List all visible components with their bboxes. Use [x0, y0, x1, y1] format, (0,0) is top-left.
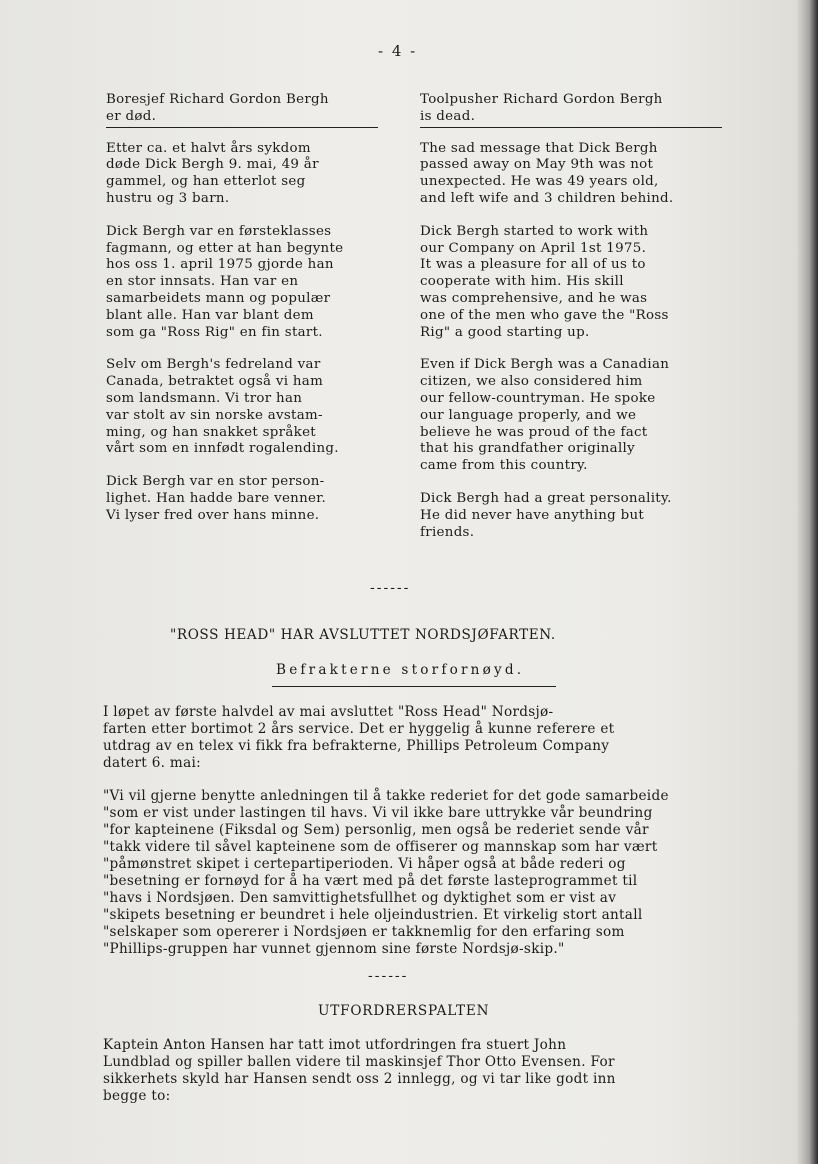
section-separator: ------ [370, 580, 411, 596]
ross-head-title: "ROSS HEAD" HAR AVSLUTTET NORDSJØFARTEN. [170, 627, 556, 643]
utfordrer-text: Kaptein Anton Hansen har tatt imot utfordringen fra stuert John Lundblad og spiller ballen videre til maskinsjef Thor Otto Evensen. For sikkerhets skyld har Hansen sendt oss 2 innlegg, og vi tar like godt inn begge to: [103, 1037, 616, 1104]
left-paragraph: Etter ca. et halvt års sykdom døde Dick Bergh 9. mai, 49 år gammel, og han etterlot seg hustru og 3 barn. [106, 140, 319, 206]
left-column-heading: Boresjef Richard Gordon Bergh er død. [106, 92, 329, 124]
page-number: - 4 - [378, 42, 418, 60]
ross-head-subtitle: Befrakterne storfornøyd. [276, 662, 525, 678]
left-paragraph: Dick Bergh var en stor person- lighet. Han hadde bare venner. Vi lyser fred over hans minne. [106, 474, 327, 523]
left-paragraph: Selv om Bergh's fedreland var Canada, betraktet også vi ham som landsmann. Vi tror han var stolt av sin norske avstam- ming, og han snakket språket vårt som en innfødt rogalending. [106, 357, 339, 457]
subtitle-underline [272, 686, 556, 687]
utfordrer-title: UTFORDRERSPALTEN [318, 1003, 490, 1019]
left-paragraph: Dick Bergh var en førsteklasses fagmann, og etter at han begynte hos oss 1. april 1975 gjorde han en stor innsats. Han var en samarbeidets mann og populær blant alle. Han var blant dem som ga "Ross Rig" en fin start. [106, 223, 344, 340]
left-column [106, 92, 386, 541]
right-paragraph: Dick Bergh started to work with our Company on April 1st 1975. It was a pleasure for all of us to cooperate with him. His skill was comprehensive, and he was one of the men who gave the "Ross Rig" a good starting up. [420, 223, 669, 340]
telex-quote: "Vi vil gjerne benytte anledningen til å takke rederiet for det gode samarbeide "som er vist under lastingen til havs. Vi vil ikke bare uttrykke vår beundring "for kapteinene (Fiksdal og Sem) personlig, men også be rederiet sende vår "takk videre til såvel kapteinene som de offiserer og mannskap som har vært "påmønstret skipet i certepartiperioden. Vi håper også at både rederi og "besetning er fornøyd for å ha vært med på det første lasteprogrammet til "havs i Nordsjøen. Den samvittighetsfullhet og dyktighet som er vist av "skipets besetning er beundret i hele oljeindustrien. Et virkelig stort antall "selskaper som opererer i Nordsjøen er takknemlig for den erfaring som "Phillips-gruppen har vunnet gjennom sine første Nordsjø-skip." [103, 788, 669, 957]
right-paragraph: Dick Bergh had a great personality. He did never have anything but friends. [420, 490, 672, 540]
right-column-heading: Toolpusher Richard Gordon Bergh is dead. [420, 92, 663, 124]
right-column [420, 92, 730, 557]
ross-head-intro: I løpet av første halvdel av mai avsluttet "Ross Head" Nordsjø- farten etter bortimot 2 års service. Det er hyggelig å kunne referere et utdrag av en telex vi fikk fra befrakterne, Phillips Petroleum Company datert 6. mai: [103, 704, 615, 771]
page-edge-shadow [796, 0, 818, 1164]
right-paragraph: Even if Dick Bergh was a Canadian citizen, we also considered him our fellow-countryman. He spoke our language properly, and we believe he was proud of the fact that his grandfather originally came from this country. [420, 357, 670, 474]
section-separator: ------ [368, 968, 409, 984]
right-paragraph: The sad message that Dick Bergh passed away on May 9th was not unexpected. He was 49 years old, and left wife and 3 children behind. [420, 140, 674, 206]
